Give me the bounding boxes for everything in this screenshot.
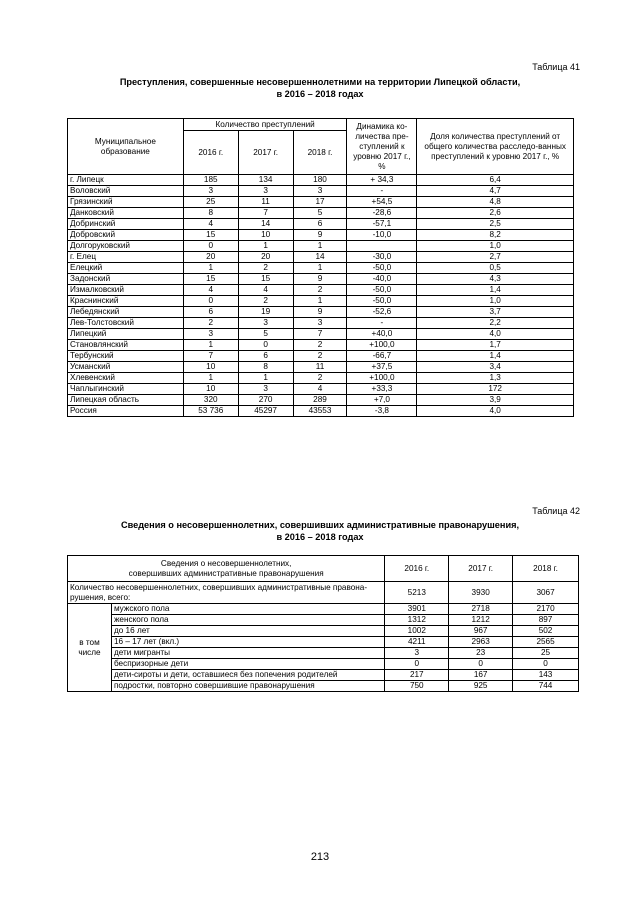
share-cell: 2,6 [417,208,574,219]
value-2018-cell: 4 [293,384,347,395]
dynamics-cell: +100,0 [347,373,417,384]
municipality-cell: Воловский [68,186,184,197]
table-row [68,626,579,637]
value-2018-cell: 897 [513,615,579,626]
table-row [68,615,579,626]
value-2017-cell: 8 [238,362,293,373]
share-cell: 3,7 [417,307,574,318]
category-cell: беспризорные дети [111,659,384,670]
dynamics-cell: - [347,186,417,197]
value-2018-cell: 1 [293,263,347,274]
dynamics-cell [347,241,417,252]
value-2017-cell: 1 [238,373,293,384]
total-row [68,582,579,604]
table-row [68,274,574,285]
value-2016-cell: 15 [183,230,238,241]
table-row [68,406,574,417]
dynamics-cell: +7,0 [347,395,417,406]
value-2016-cell: 4211 [385,637,449,648]
admin-offenses-table [67,555,579,692]
value-2018-cell: 502 [513,626,579,637]
value-2017-cell: 19 [238,307,293,318]
value-2017-cell: 3 [238,318,293,329]
value-2016-cell: 2 [183,318,238,329]
crimes-table [67,118,574,417]
value-2016-cell: 1002 [385,626,449,637]
value-2017-cell: 14 [238,219,293,230]
dynamics-cell: -10,0 [347,230,417,241]
header-2017: 2017 г. [449,556,513,582]
municipality-cell: Усманский [68,362,184,373]
value-2018-cell: 9 [293,307,347,318]
value-2018-cell: 2 [293,340,347,351]
dynamics-cell: -52,6 [347,307,417,318]
table-row [68,263,574,274]
value-2017-cell: 4 [238,285,293,296]
share-cell: 4,0 [417,329,574,340]
dynamics-cell: +40,0 [347,329,417,340]
value-2016-cell: 25 [183,197,238,208]
value-2017-cell: 134 [238,175,293,186]
table-row [68,681,579,692]
total-2016: 5213 [385,582,449,604]
value-2018-cell: 2170 [513,604,579,615]
municipality-cell: г. Елец [68,252,184,263]
value-2016-cell: 1 [183,373,238,384]
value-2018-cell: 17 [293,197,347,208]
table-row [68,230,574,241]
dynamics-cell: -50,0 [347,263,417,274]
header-info-line1: Сведения о несовершеннолетних, [160,558,292,568]
table-row [68,329,574,340]
municipality-cell: Грязинский [68,197,184,208]
share-cell: 2,5 [417,219,574,230]
table41-label: Таблица 41 [532,62,580,72]
value-2018-cell: 2 [293,285,347,296]
table-row [68,296,574,307]
municipality-cell: Липецкий [68,329,184,340]
municipality-cell: Задонский [68,274,184,285]
share-cell: 1,0 [417,241,574,252]
share-cell: 2,2 [417,318,574,329]
table-row [68,384,574,395]
value-2016-cell: 6 [183,307,238,318]
value-2018-cell: 0 [513,659,579,670]
municipality-cell: Данковский [68,208,184,219]
category-cell: мужского пола [111,604,384,615]
value-2016-cell: 1 [183,340,238,351]
value-2018-cell: 5 [293,208,347,219]
value-2017-cell: 925 [449,681,513,692]
category-cell: до 16 лет [111,626,384,637]
share-cell: 3,4 [417,362,574,373]
municipality-cell: Тербунский [68,351,184,362]
value-2017-cell: 23 [449,648,513,659]
dynamics-cell: +37,5 [347,362,417,373]
municipality-cell: Добринский [68,219,184,230]
municipality-cell: Чаплыгинский [68,384,184,395]
municipality-cell: Лев-Толстовский [68,318,184,329]
municipality-cell: Измалковский [68,285,184,296]
value-2017-cell: 0 [238,340,293,351]
table-row [68,648,579,659]
table41-title-line2: в 2016 – 2018 годах [276,89,364,99]
dynamics-cell: + 34,3 [347,175,417,186]
value-2018-cell: 7 [293,329,347,340]
table-row [68,395,574,406]
dynamics-cell: -28,6 [347,208,417,219]
municipality-cell: Лебедянский [68,307,184,318]
group-label: в том числе [68,604,112,692]
table-row [68,175,574,186]
value-2018-cell: 9 [293,274,347,285]
value-2017-cell: 270 [238,395,293,406]
category-cell: 16 – 17 лет (вкл.) [111,637,384,648]
value-2018-cell: 289 [293,395,347,406]
municipality-cell: Липецкая область [68,395,184,406]
value-2018-cell: 6 [293,219,347,230]
share-cell: 0,5 [417,263,574,274]
municipality-cell: Краснинский [68,296,184,307]
value-2016-cell: 3901 [385,604,449,615]
header-crime-count: Количество преступлений [183,119,347,131]
municipality-cell: Добровский [68,230,184,241]
value-2018-cell: 43553 [293,406,347,417]
page-number: 213 [310,851,330,863]
dynamics-cell: +33,3 [347,384,417,395]
value-2016-cell: 10 [183,384,238,395]
share-cell: 1,4 [417,285,574,296]
value-2018-cell: 2 [293,373,347,384]
dynamics-cell: -40,0 [347,274,417,285]
share-cell: 2,7 [417,252,574,263]
table-row [68,340,574,351]
value-2018-cell: 3 [293,318,347,329]
value-2017-cell: 1 [238,241,293,252]
value-2016-cell: 0 [183,296,238,307]
share-cell: 4,0 [417,406,574,417]
municipality-cell: Становлянский [68,340,184,351]
total-2017: 3930 [449,582,513,604]
value-2016-cell: 20 [183,252,238,263]
value-2017-cell: 45297 [238,406,293,417]
table-row [68,186,574,197]
table-row [68,241,574,252]
share-cell: 6,4 [417,175,574,186]
share-cell: 172 [417,384,574,395]
value-2017-cell: 1212 [449,615,513,626]
value-2016-cell: 10 [183,362,238,373]
share-cell: 1,7 [417,340,574,351]
value-2018-cell: 11 [293,362,347,373]
value-2016-cell: 53 736 [183,406,238,417]
header-2018: 2018 г. [513,556,579,582]
header-2018: 2018 г. [293,131,347,175]
share-cell: 4,8 [417,197,574,208]
table-row [68,318,574,329]
value-2016-cell: 15 [183,274,238,285]
table41-title-line1: Преступления, совершенные несовершеннолетними на территории Липецкой области, [119,77,521,87]
value-2016-cell: 7 [183,351,238,362]
table-row [68,637,579,648]
value-2017-cell: 2963 [449,637,513,648]
dynamics-cell: +100,0 [347,340,417,351]
value-2018-cell: 1 [293,241,347,252]
value-2016-cell: 320 [183,395,238,406]
header-dynamics: Динамика ко-личества пре-ступлений к уровню 2017 г., % [347,119,417,175]
value-2017-cell: 2718 [449,604,513,615]
municipality-cell: г. Липецк [68,175,184,186]
value-2016-cell: 217 [385,670,449,681]
share-cell: 4,3 [417,274,574,285]
value-2016-cell: 1 [183,263,238,274]
value-2016-cell: 750 [385,681,449,692]
value-2017-cell: 167 [449,670,513,681]
table-row [68,373,574,384]
value-2017-cell: 5 [238,329,293,340]
table42-title-line2: в 2016 – 2018 годах [276,532,364,542]
category-cell: подростки, повторно совершившие правонарушения [111,681,384,692]
value-2017-cell: 3 [238,186,293,197]
value-2016-cell: 185 [183,175,238,186]
dynamics-cell: -3,8 [347,406,417,417]
value-2018-cell: 14 [293,252,347,263]
value-2016-cell: 1312 [385,615,449,626]
value-2018-cell: 2 [293,351,347,362]
value-2016-cell: 0 [385,659,449,670]
value-2018-cell: 9 [293,230,347,241]
value-2017-cell: 20 [238,252,293,263]
value-2017-cell: 3 [238,384,293,395]
dynamics-cell: -57,1 [347,219,417,230]
value-2017-cell: 2 [238,263,293,274]
share-cell: 8,2 [417,230,574,241]
share-cell: 1,3 [417,373,574,384]
table-row [68,252,574,263]
header-municipality: Муниципальное образование [68,119,184,175]
value-2016-cell: 8 [183,208,238,219]
header-2016: 2016 г. [385,556,449,582]
header-info-line2: совершивших административные правонарушения [128,568,324,578]
header-2016: 2016 г. [183,131,238,175]
dynamics-cell: -66,7 [347,351,417,362]
share-cell: 1,4 [417,351,574,362]
table-row [68,362,574,373]
value-2016-cell: 0 [183,241,238,252]
share-cell: 3,9 [417,395,574,406]
category-cell: дети-сироты и дети, оставшиеся без попечения родителей [111,670,384,681]
value-2016-cell: 3 [183,329,238,340]
value-2017-cell: 0 [449,659,513,670]
category-cell: дети мигранты [111,648,384,659]
dynamics-cell: -50,0 [347,296,417,307]
dynamics-cell: +54,5 [347,197,417,208]
table-row [68,307,574,318]
category-cell: женского пола [111,615,384,626]
table41-title [60,76,580,100]
municipality-cell: Елецкий [68,263,184,274]
value-2018-cell: 1 [293,296,347,307]
value-2017-cell: 967 [449,626,513,637]
value-2017-cell: 7 [238,208,293,219]
header-share: Доля количества преступлений от общего количества расследо-ванных преступлений к уровню 2017 г., % [417,119,574,175]
value-2016-cell: 3 [183,186,238,197]
value-2018-cell: 25 [513,648,579,659]
value-2018-cell: 744 [513,681,579,692]
value-2018-cell: 143 [513,670,579,681]
value-2016-cell: 3 [385,648,449,659]
value-2017-cell: 2 [238,296,293,307]
value-2017-cell: 6 [238,351,293,362]
total-2018: 3067 [513,582,579,604]
municipality-cell: Россия [68,406,184,417]
municipality-cell: Хлевенский [68,373,184,384]
value-2018-cell: 3 [293,186,347,197]
dynamics-cell: -50,0 [347,285,417,296]
value-2016-cell: 4 [183,285,238,296]
table-row [68,351,574,362]
table-row [68,604,579,615]
municipality-cell: Долгоруковский [68,241,184,252]
table42-title-line1: Сведения о несовершеннолетних, совершивших административные правонарушения, [120,520,520,530]
value-2018-cell: 180 [293,175,347,186]
table-row [68,219,574,230]
table-row [68,659,579,670]
value-2017-cell: 11 [238,197,293,208]
table-row [68,285,574,296]
value-2016-cell: 4 [183,219,238,230]
dynamics-cell: - [347,318,417,329]
header-info [68,556,385,582]
share-cell: 4,7 [417,186,574,197]
header-2017: 2017 г. [238,131,293,175]
table-row [68,197,574,208]
share-cell: 1,0 [417,296,574,307]
dynamics-cell: -30,0 [347,252,417,263]
value-2017-cell: 10 [238,230,293,241]
table42-title [60,519,580,543]
table-row [68,208,574,219]
total-label: Количество несовершеннолетних, совершивших административные правона-рушения, всего: [68,582,385,604]
value-2017-cell: 15 [238,274,293,285]
value-2018-cell: 2565 [513,637,579,648]
table-row [68,670,579,681]
table42-label: Таблица 42 [532,506,580,516]
